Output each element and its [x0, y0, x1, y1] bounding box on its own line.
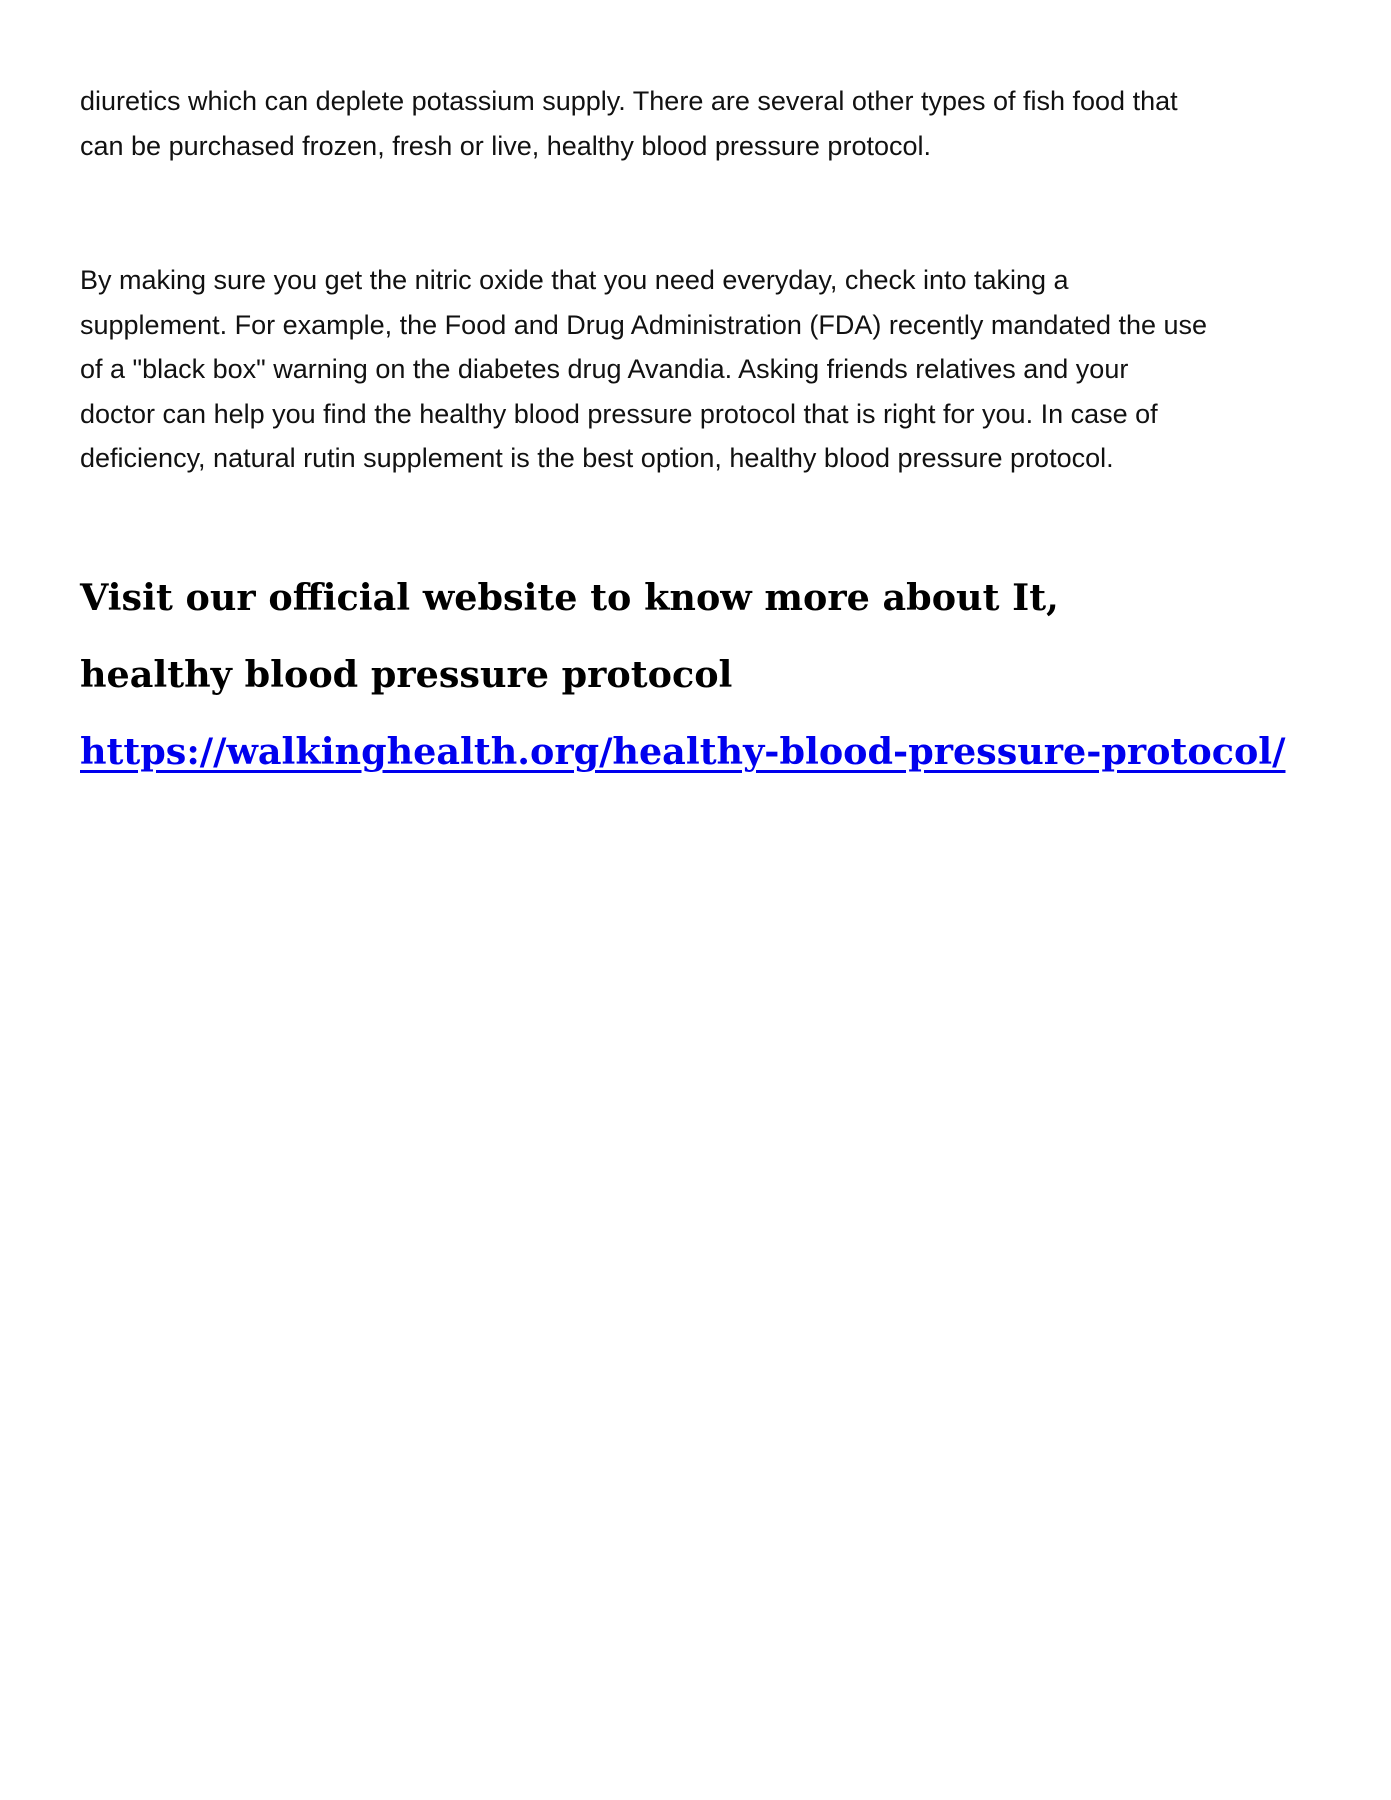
paragraph-line: doctor can help you find the healthy blood pressure protocol that is right for you. In case of	[80, 398, 1158, 429]
official-website-link[interactable]: https://walkinghealth.org/healthy-blood-pressure-protocol/	[80, 730, 1286, 773]
cta-subheading: healthy blood pressure protocol	[80, 653, 733, 696]
cta-heading: Visit our official website to know more about It,	[80, 576, 1059, 619]
paragraph-line: deficiency, natural rutin supplement is the best option, healthy blood pressure protocol.	[80, 443, 1114, 473]
paragraph-line: diuretics which can deplete potassium supply. There are several other types of fish food that	[80, 86, 1178, 116]
paragraph-line: can be purchased frozen, fresh or live, healthy blood pressure protocol.	[80, 130, 931, 161]
paragraph-line: By making sure you get the nitric oxide that you need everyday, check into taking a	[80, 265, 1069, 295]
paragraph-diuretics	[80, 79, 1320, 168]
paragraph-nitric-oxide	[80, 258, 1320, 481]
paragraph-line: supplement. For example, the Food and Drug Administration (FDA) recently mandated the use	[80, 309, 1208, 340]
paragraph-line: of a "black box" warning on the diabetes drug Avandia. Asking friends relatives and your	[80, 354, 1129, 384]
